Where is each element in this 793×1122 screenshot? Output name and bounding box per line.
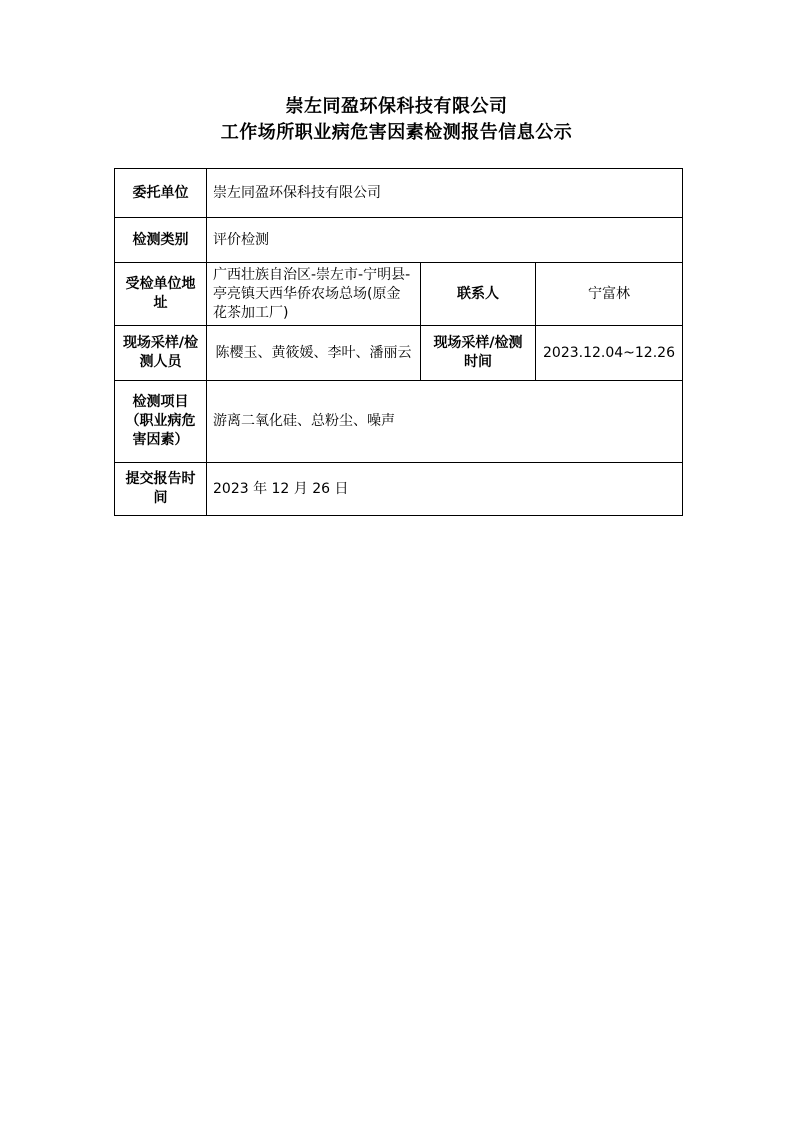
category-value: 评价检测 bbox=[207, 218, 683, 263]
client-value: 崇左同盈环保科技有限公司 bbox=[207, 169, 683, 218]
client-label: 委托单位 bbox=[115, 169, 207, 218]
inspected-unit-label: 受检单位地址 bbox=[115, 263, 207, 326]
table-row bbox=[115, 169, 683, 218]
document-title: 工作场所职业病危害因素检测报告信息公示 bbox=[220, 122, 573, 143]
report-date-label: 提交报告时间 bbox=[115, 463, 207, 516]
table-row bbox=[115, 381, 683, 463]
personnel-value: 陈樱玉、黄筱媛、李叶、潘丽云 bbox=[207, 326, 421, 381]
report-date-value: 2023 年 12 月 26 日 bbox=[207, 463, 683, 516]
category-label: 检测类别 bbox=[115, 218, 207, 263]
table-row bbox=[115, 463, 683, 516]
document-header bbox=[0, 94, 793, 146]
items-value: 游离二氧化硅、总粉尘、噪声 bbox=[207, 381, 683, 463]
table-row bbox=[115, 263, 683, 326]
company-title: 崇左同盈环保科技有限公司 bbox=[285, 96, 508, 117]
inspected-unit-address: 广西壮族自治区-崇左市-宁明县-亭亮镇天西华侨农场总场(原金花茶加工厂) bbox=[207, 263, 421, 326]
table-row bbox=[115, 218, 683, 263]
info-table bbox=[114, 168, 683, 516]
sampling-time-value: 2023.12.04~12.26 bbox=[536, 326, 683, 381]
items-label: 检测项目（职业病危害因素） bbox=[115, 381, 207, 463]
personnel-label: 现场采样/检测人员 bbox=[115, 326, 207, 381]
sampling-time-label: 现场采样/检测时间 bbox=[421, 326, 536, 381]
contact-label: 联系人 bbox=[421, 263, 536, 326]
contact-value: 宁富林 bbox=[536, 263, 683, 326]
table-row bbox=[115, 326, 683, 381]
